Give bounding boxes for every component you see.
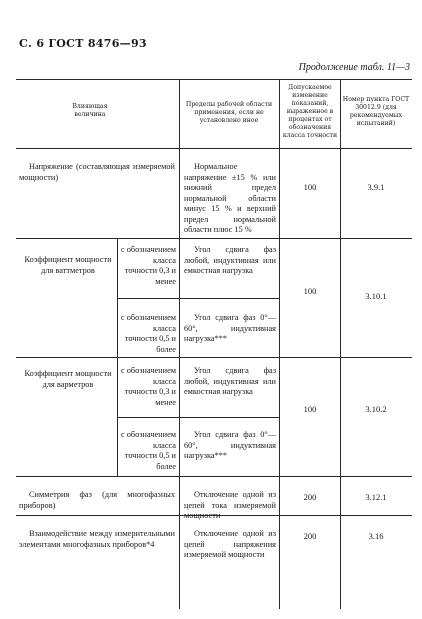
interaction-limits: Отключение одной из цепей напряжения измеряемой мощности (184, 529, 276, 559)
voltage-clause: 3.9.1 (367, 182, 385, 192)
table-continuation-label: Продолжение табл. 11—3 (298, 62, 410, 73)
pf-watt-clause: 3.10.1 (365, 291, 387, 301)
header-clause: Номер пункта ГОСТ 30012.9 (для рекомендуемых испытаний) (342, 96, 410, 127)
column-rule (340, 79, 341, 609)
pf-watt-quantity: Коэффициент мощности для ваттметров (24, 255, 112, 275)
sub-row-rule (117, 298, 279, 299)
symmetry-change: 200 (303, 492, 317, 502)
header-change: Допускаемое изменение показаний, выраженное в процентах от обозначения класса точности (282, 84, 338, 139)
symmetry-limits: Отключение одной из цепей тока измеряемой мощности (184, 490, 276, 520)
page-header: С. 6 ГОСТ 8476—93 (19, 37, 147, 50)
sub-column-rule (117, 357, 118, 476)
sub-column-rule (117, 238, 118, 357)
symmetry-clause: 3.12.1 (365, 492, 387, 502)
interaction-quantity: Взаимодействие между измерительными элементами многофазных приборов*4 (19, 529, 175, 549)
voltage-change: 100 (303, 182, 317, 192)
pf-watt-sub2: с обозначением класса точности 0,5 и более (120, 313, 176, 354)
pf-var-clause: 3.10.2 (365, 404, 387, 414)
pf-var-limits2: Угол сдвига фаз 0°—60°, индуктивная нагрузка*** (184, 430, 276, 460)
row-rule (16, 476, 412, 477)
header-bottom-rule (16, 148, 412, 149)
symmetry-quantity: Симметрия фаз (для многофазных приборов) (19, 490, 175, 510)
interaction-change: 200 (303, 531, 317, 541)
row-rule (16, 357, 412, 358)
header-limits: Пределы рабочей области применения, если не установлено иное (185, 101, 273, 124)
pf-var-limits1: Угол сдвига фаз любой, индуктивная или емкостная нагрузка (184, 366, 276, 396)
pf-watt-limits1: Угол сдвига фаз любой, индуктивная или емкостная нагрузка (184, 245, 276, 275)
interaction-clause: 3.16 (368, 531, 384, 541)
column-rule (279, 79, 280, 609)
row-rule (16, 238, 412, 239)
pf-var-sub2: с обозначением класса точности 0,5 и более (120, 430, 176, 471)
pf-var-quantity: Коэффициент мощности для варметров (24, 369, 112, 389)
pf-var-sub1: с обозначением класса точности 0,3 и менее (120, 366, 176, 407)
table-top-rule (16, 79, 412, 80)
column-rule (179, 79, 180, 609)
voltage-limits: Нормальное напряжение ±15 % или нижний предел нормальной области минус 15 % и верхний предел нормальной области плюс 15 % (184, 162, 276, 234)
pf-watt-sub1: с обозначением класса точности 0,3 и менее (120, 245, 176, 286)
header-quantity: Влияющая величина (72, 103, 108, 118)
voltage-quantity: Напряжение (составляющая измеряемой мощности) (19, 162, 175, 182)
pf-watt-change: 100 (303, 286, 317, 296)
pf-watt-limits2: Угол сдвига фаз 0°—60°, индуктивная нагрузка*** (184, 313, 276, 343)
sub-row-rule (117, 417, 279, 418)
pf-var-change: 100 (303, 404, 317, 414)
